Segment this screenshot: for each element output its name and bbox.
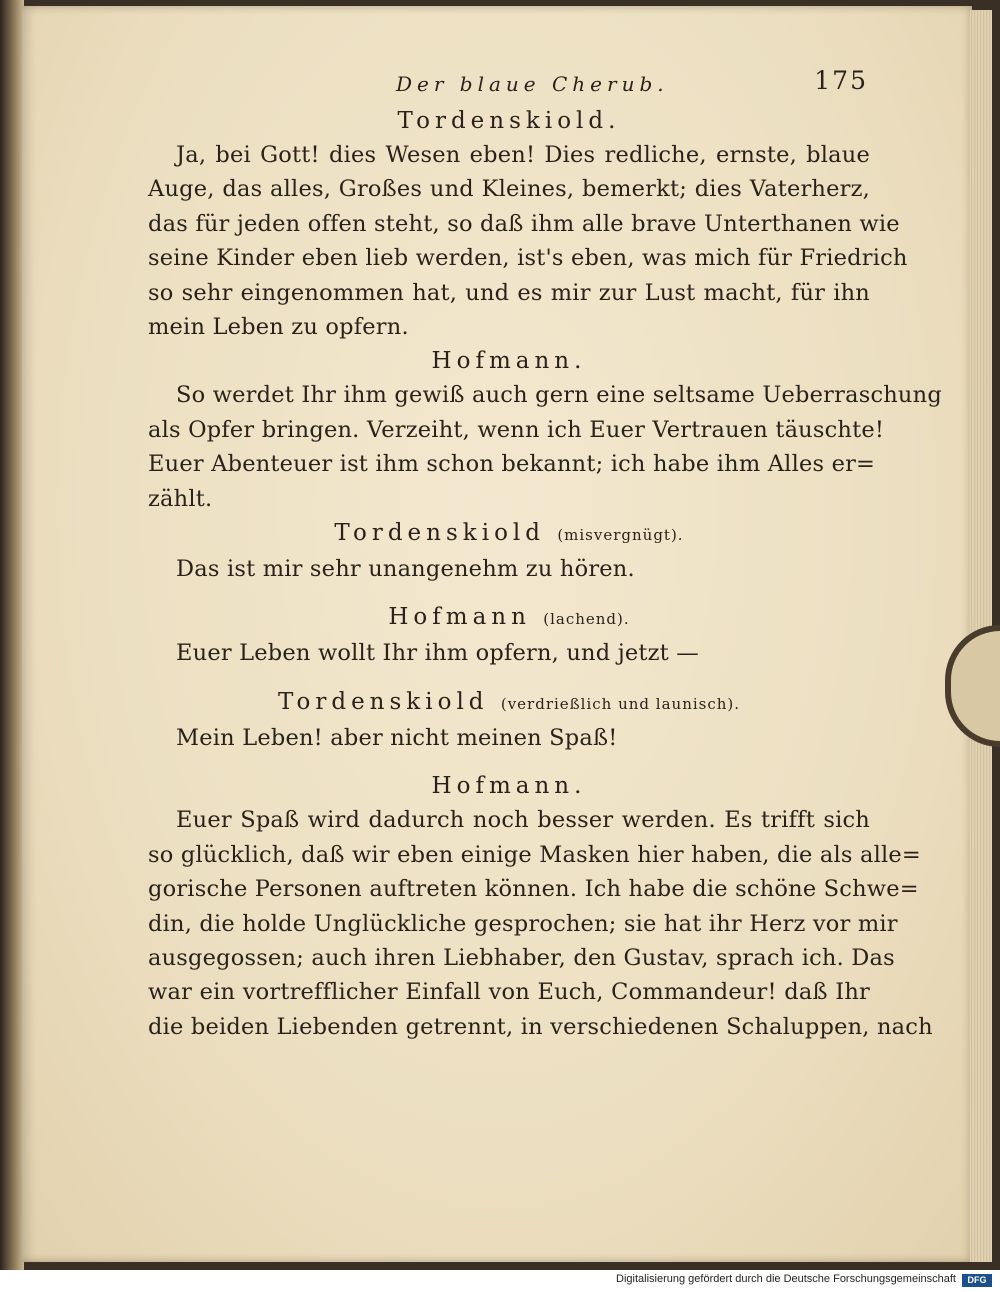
text-line: Auge, das alles, Großes und Kleines, bemerkt; dies Vaterherz, <box>148 176 870 203</box>
text-line: mein Leben zu opfern. <box>148 314 409 341</box>
speaker-name <box>148 104 870 138</box>
stage-direction: (verdrießlich und launisch). <box>500 694 741 713</box>
block-gap <box>148 755 870 769</box>
page-text <box>148 60 942 1044</box>
footer-credit: Digitalisierung gefördert durch die Deutsche Forschungsgemeinschaft <box>616 1273 956 1285</box>
text-line: ausgegossen; auch ihren Liebhaber, den Gustav, sprach ich. Das <box>148 944 895 971</box>
speaker-name <box>148 516 870 552</box>
text-line: so glücklich, daß wir eben einige Masken hier haben, die als alle= <box>148 841 921 868</box>
book-spine-edge <box>0 0 24 1270</box>
speaker-name <box>148 685 870 721</box>
dialogue <box>148 104 942 1044</box>
text-line: zählt. <box>148 485 213 512</box>
block-gap <box>148 586 870 600</box>
running-head-title: Der blaue Cherub. <box>396 72 669 96</box>
running-head <box>148 60 870 104</box>
text-line: die beiden Liebenden getrennt, in verschiedenen Schaluppen, nach <box>148 1013 933 1040</box>
text-line: seine Kinder eben lieb werden, ist's eben, was mich für Friedrich <box>148 245 908 272</box>
speaker-name <box>148 600 870 636</box>
text-line: so sehr eingenommen hat, und es mir zur Lust macht, für ihn <box>148 279 870 306</box>
text-line: din, die holde Unglückliche gesprochen; sie hat ihr Herz vor mir <box>148 910 898 937</box>
text-line: als Opfer bringen. Verzeiht, wenn ich Euer Vertrauen täuschte! <box>148 416 885 443</box>
text-line: Mein Leben! aber nicht meinen Spaß! <box>176 724 618 751</box>
text-line: Ja, bei Gott! dies Wesen eben! Dies redliche, ernste, blaue <box>176 142 870 168</box>
text-line: war ein vortrefflicher Einfall von Euch, Commandeur! daß Ihr <box>148 979 870 1006</box>
speaker-label: Tordenskiold <box>277 688 489 715</box>
text-line: gorische Personen auftreten können. Ich habe die schöne Schwe= <box>148 876 919 903</box>
speaker-name <box>148 769 870 803</box>
text-line: Das ist mir sehr unangenehm zu hören. <box>176 556 635 583</box>
speaker-label: Hofmann. <box>431 773 587 800</box>
stage-direction: (misvergnügt). <box>557 526 684 545</box>
speaker-label: Tordenskiold. <box>397 108 621 134</box>
block-gap <box>148 671 870 685</box>
text-line: So werdet Ihr ihm gewiß auch gern eine seltsame Ueberraschung <box>176 382 942 409</box>
text-line: Euer Leben wollt Ihr ihm opfern, und jetzt — <box>176 640 699 667</box>
speaker-label: Tordenskiold <box>334 520 545 547</box>
speaker-name <box>148 344 870 378</box>
text-line: das für jeden offen steht, so daß ihm alle brave Unterthanen wie <box>148 210 900 237</box>
speaker-label: Hofmann. <box>431 348 587 375</box>
dfg-logo: DFG <box>962 1274 992 1287</box>
footer-bar <box>0 1270 1000 1292</box>
speaker-label: Hofmann <box>388 604 531 631</box>
page-number: 175 <box>814 66 868 95</box>
stage-direction: (lachend). <box>543 610 630 629</box>
text-line: Euer Spaß wird dadurch noch besser werden. Es trifft sich <box>176 807 870 834</box>
text-line: Euer Abenteuer ist ihm schon bekannt; ich habe ihm Alles er= <box>148 451 876 478</box>
